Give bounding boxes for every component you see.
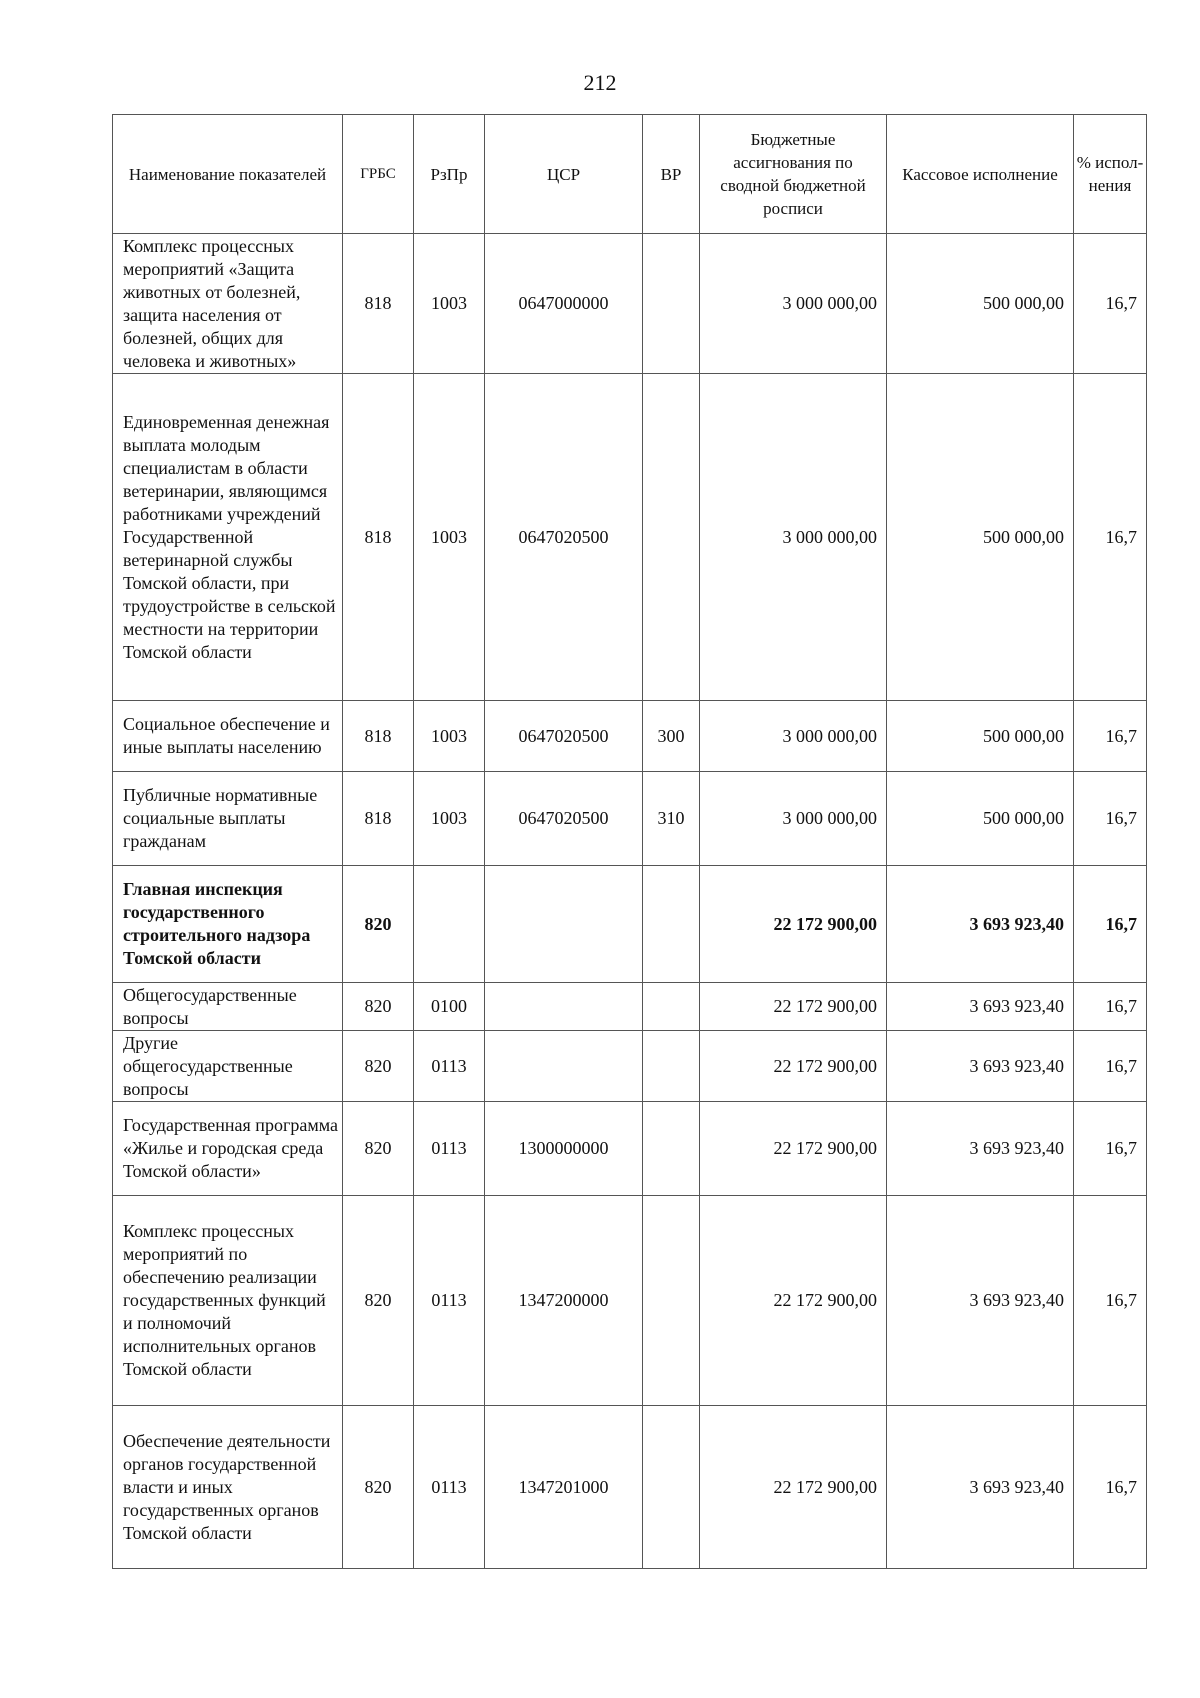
row-rzpr: 0100 xyxy=(414,983,485,1031)
row-vr: 300 xyxy=(643,701,700,772)
row-percent: 16,7 xyxy=(1074,374,1147,701)
row-percent: 16,7 xyxy=(1074,1031,1147,1102)
row-vr xyxy=(643,234,700,374)
row-grbs: 820 xyxy=(343,1406,414,1569)
row-cash-execution: 3 693 923,40 xyxy=(887,983,1074,1031)
row-csr xyxy=(485,1031,643,1102)
row-grbs: 818 xyxy=(343,701,414,772)
row-cash-execution: 500 000,00 xyxy=(887,374,1074,701)
table-row xyxy=(113,1102,1147,1196)
row-vr xyxy=(643,1196,700,1406)
row-percent: 16,7 xyxy=(1074,866,1147,983)
row-grbs: 818 xyxy=(343,234,414,374)
row-assignments: 22 172 900,00 xyxy=(700,866,887,983)
row-cash-execution: 3 693 923,40 xyxy=(887,1031,1074,1102)
row-grbs: 820 xyxy=(343,1102,414,1196)
row-cash-execution: 3 693 923,40 xyxy=(887,1102,1074,1196)
row-grbs: 820 xyxy=(343,1031,414,1102)
row-csr xyxy=(485,983,643,1031)
row-vr xyxy=(643,983,700,1031)
row-cash-execution: 3 693 923,40 xyxy=(887,1196,1074,1406)
row-vr xyxy=(643,866,700,983)
row-rzpr: 1003 xyxy=(414,701,485,772)
row-rzpr xyxy=(414,866,485,983)
row-name: Публичные нормативные социальные выплаты гражданам xyxy=(113,772,343,866)
row-csr: 0647000000 xyxy=(485,234,643,374)
row-name: Главная инспекция государственного строительного надзора Томской области xyxy=(113,866,343,983)
row-grbs: 820 xyxy=(343,866,414,983)
row-name: Комплекс процессных мероприятий «Защита животных от болезней, защита населения от болезней, общих для человека и животных» xyxy=(113,234,343,374)
row-rzpr: 0113 xyxy=(414,1196,485,1406)
row-vr xyxy=(643,1102,700,1196)
row-assignments: 3 000 000,00 xyxy=(700,374,887,701)
table-row xyxy=(113,374,1147,701)
row-cash-execution: 500 000,00 xyxy=(887,234,1074,374)
header-cash-execution: Кассовое исполнение xyxy=(887,115,1074,234)
table-row xyxy=(113,234,1147,374)
row-assignments: 3 000 000,00 xyxy=(700,234,887,374)
row-name: Единовременная денежная выплата молодым специалистам в области ветеринарии, являющимся работниками учреждений Государственной ветеринарной службы Томской области, при трудоустройстве в сельской местности на территории Томской области xyxy=(113,374,343,701)
table-row xyxy=(113,1196,1147,1406)
row-csr: 1300000000 xyxy=(485,1102,643,1196)
row-assignments: 22 172 900,00 xyxy=(700,1196,887,1406)
row-assignments: 22 172 900,00 xyxy=(700,983,887,1031)
row-percent: 16,7 xyxy=(1074,772,1147,866)
row-grbs: 820 xyxy=(343,1196,414,1406)
row-grbs: 818 xyxy=(343,772,414,866)
row-cash-execution: 3 693 923,40 xyxy=(887,1406,1074,1569)
row-name: Общегосударственные вопросы xyxy=(113,983,343,1031)
row-assignments: 22 172 900,00 xyxy=(700,1406,887,1569)
row-cash-execution: 500 000,00 xyxy=(887,701,1074,772)
row-csr: 0647020500 xyxy=(485,772,643,866)
row-rzpr: 1003 xyxy=(414,374,485,701)
header-csr: ЦСР xyxy=(485,115,643,234)
row-grbs: 820 xyxy=(343,983,414,1031)
row-vr: 310 xyxy=(643,772,700,866)
header-rzpr: РзПр xyxy=(414,115,485,234)
row-rzpr: 0113 xyxy=(414,1102,485,1196)
row-assignments: 3 000 000,00 xyxy=(700,701,887,772)
row-name: Социальное обеспечение и иные выплаты населению xyxy=(113,701,343,772)
row-name: Другие общегосударственные вопросы xyxy=(113,1031,343,1102)
row-percent: 16,7 xyxy=(1074,983,1147,1031)
header-assignments: Бюджетные ассигнования по сводной бюджетной росписи xyxy=(700,115,887,234)
table-row xyxy=(113,701,1147,772)
row-percent: 16,7 xyxy=(1074,701,1147,772)
row-assignments: 22 172 900,00 xyxy=(700,1102,887,1196)
row-cash-execution: 500 000,00 xyxy=(887,772,1074,866)
row-cash-execution: 3 693 923,40 xyxy=(887,866,1074,983)
row-percent: 16,7 xyxy=(1074,1406,1147,1569)
table-row xyxy=(113,1406,1147,1569)
row-csr: 1347201000 xyxy=(485,1406,643,1569)
row-csr xyxy=(485,866,643,983)
row-percent: 16,7 xyxy=(1074,1196,1147,1406)
header-vr: ВР xyxy=(643,115,700,234)
row-rzpr: 0113 xyxy=(414,1031,485,1102)
row-csr: 1347200000 xyxy=(485,1196,643,1406)
row-vr xyxy=(643,1031,700,1102)
table-header-row xyxy=(113,115,1147,234)
header-name: Наименование показателей xyxy=(113,115,343,234)
table-row-section-total xyxy=(113,866,1147,983)
page-number: 212 xyxy=(583,70,617,95)
table-row xyxy=(113,1031,1147,1102)
row-name: Государственная программа «Жилье и городская среда Томской области» xyxy=(113,1102,343,1196)
row-name: Обеспечение деятельности органов государственной власти и иных государственных органов Томской области xyxy=(113,1406,343,1569)
row-rzpr: 0113 xyxy=(414,1406,485,1569)
row-grbs: 818 xyxy=(343,374,414,701)
row-name: Комплекс процессных мероприятий по обеспечению реализации государственных функций и полномочий исполнительных органов Томской области xyxy=(113,1196,343,1406)
table-row xyxy=(113,983,1147,1031)
table-row xyxy=(113,772,1147,866)
row-assignments: 22 172 900,00 xyxy=(700,1031,887,1102)
row-csr: 0647020500 xyxy=(485,701,643,772)
row-percent: 16,7 xyxy=(1074,1102,1147,1196)
row-csr: 0647020500 xyxy=(485,374,643,701)
row-rzpr: 1003 xyxy=(414,772,485,866)
row-vr xyxy=(643,1406,700,1569)
row-rzpr: 1003 xyxy=(414,234,485,374)
row-percent: 16,7 xyxy=(1074,234,1147,374)
header-grbs: ГРБС xyxy=(343,115,414,234)
row-vr xyxy=(643,374,700,701)
header-percent: % испол-нения xyxy=(1074,115,1147,234)
budget-execution-table xyxy=(112,114,1147,1569)
row-assignments: 3 000 000,00 xyxy=(700,772,887,866)
